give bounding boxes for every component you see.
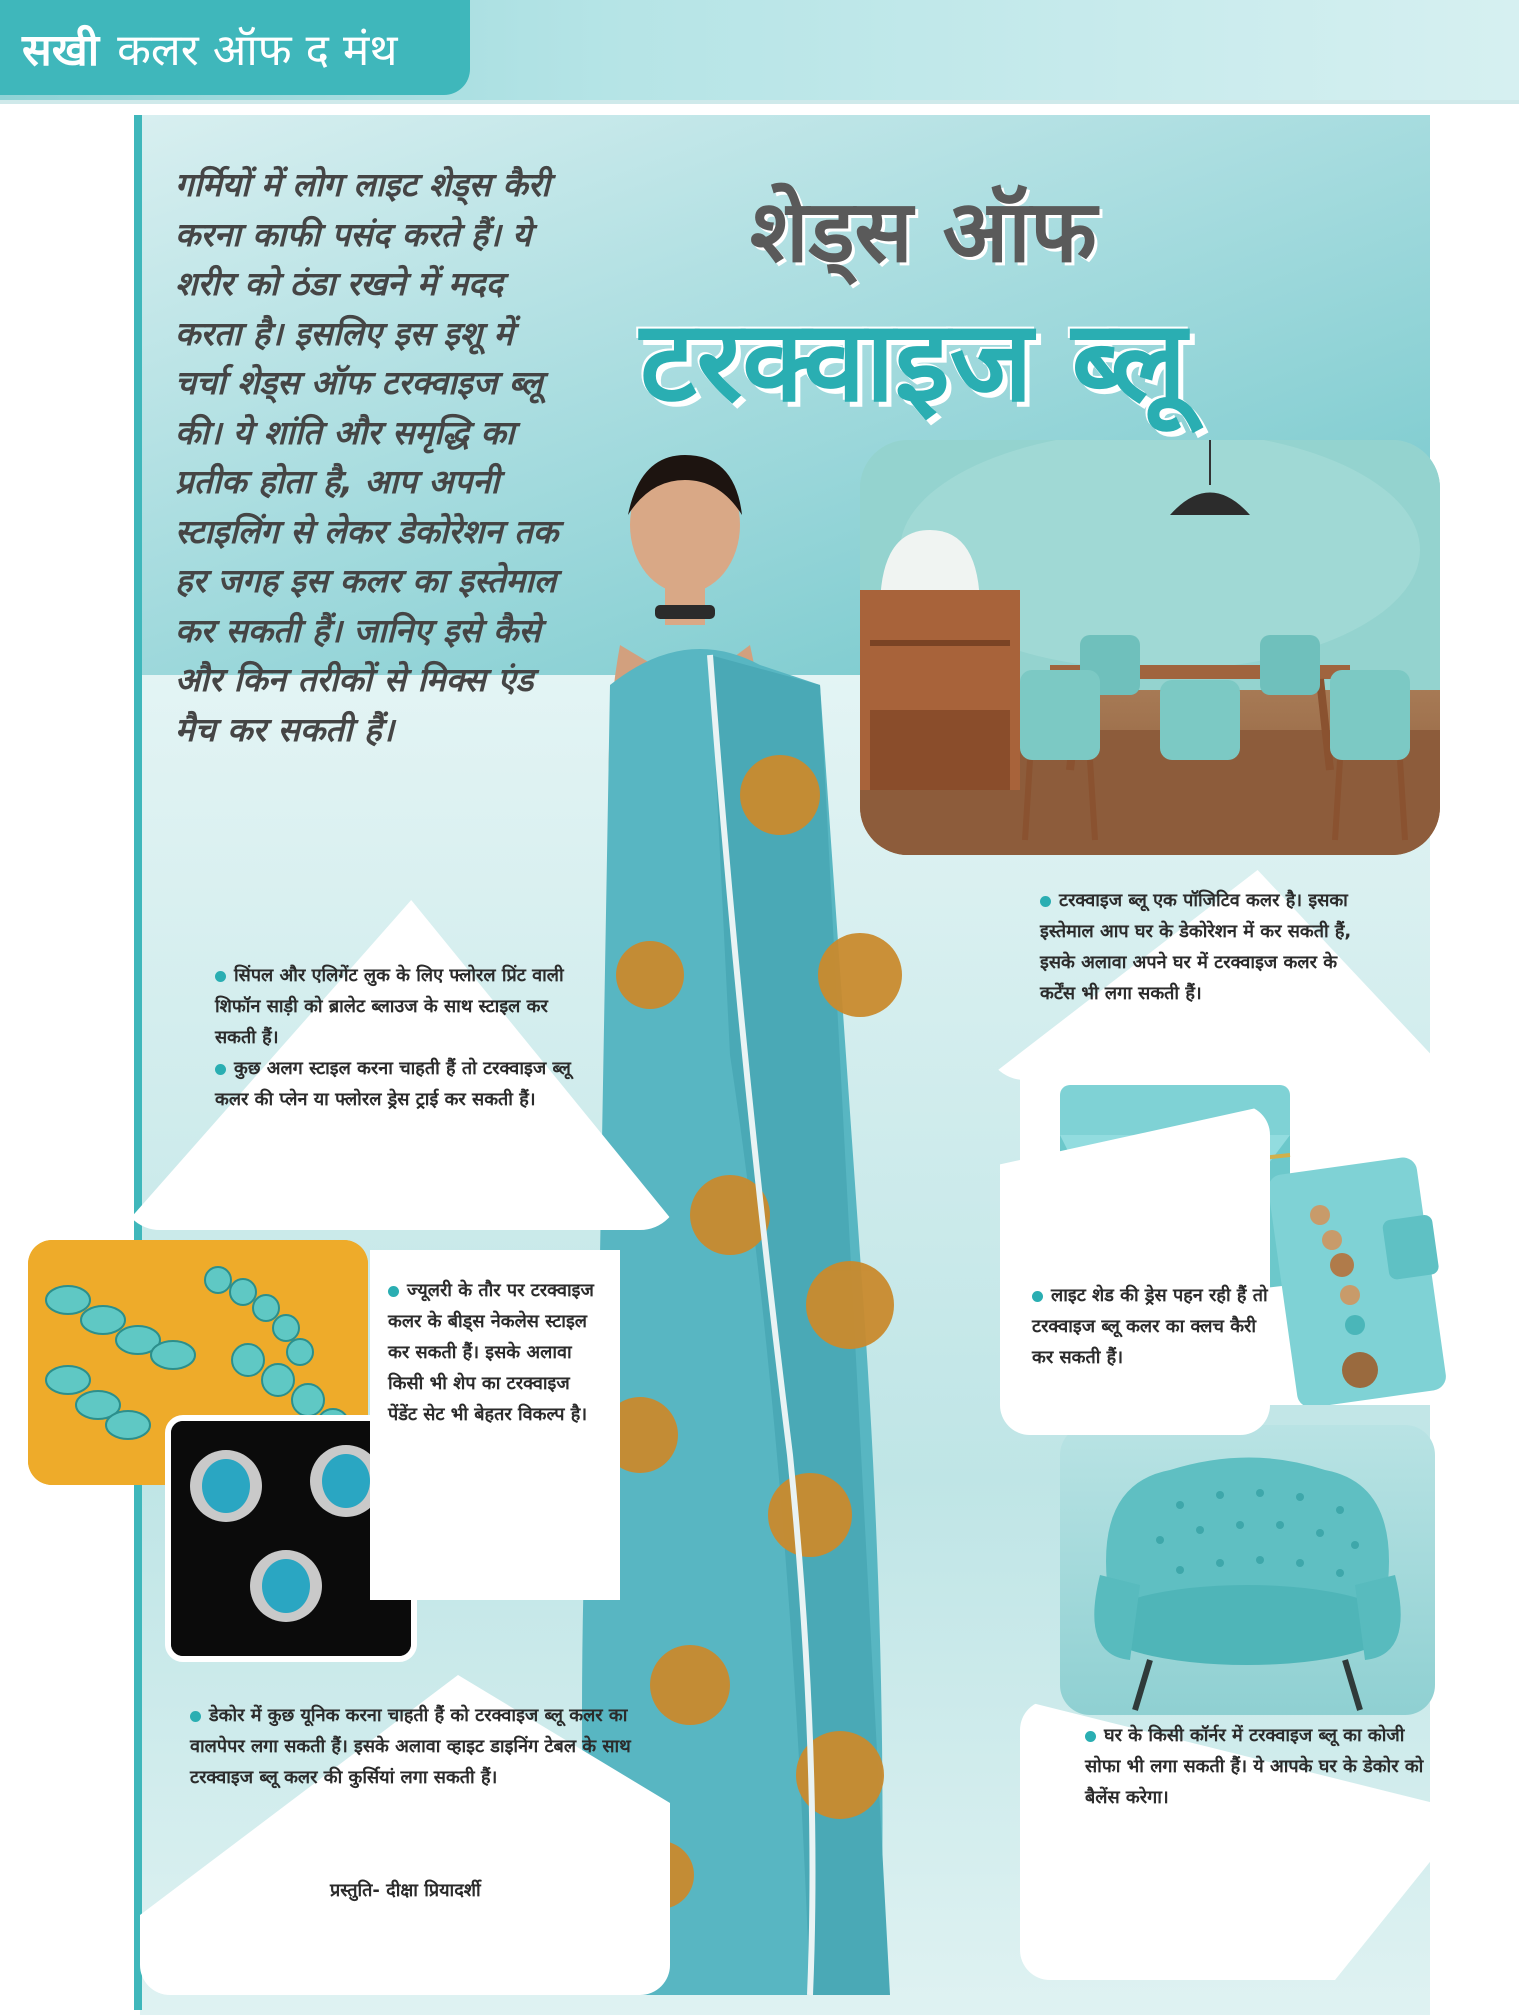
tip-clutch (1032, 1280, 1272, 1373)
headline-line-2: टरक्वाइज ब्लू (640, 297, 1187, 427)
section-label (22, 18, 397, 78)
tip-clutch-text: लाइट शेड की ड्रेस पहन रही हैं तो टरक्वाइज ब्लू कलर का क्लच कैरी कर सकती हैं। (1032, 1285, 1268, 1368)
tip-saree-2-text: कुछ अलग स्टाइल करना चाहती हैं तो टरक्वाइज ब्लू कलर की प्लेन या फ्लोरल ड्रेस ट्राई कर सकती हैं। (215, 1058, 571, 1110)
tip-room (1040, 885, 1370, 1009)
tip-jewelry-text: ज्यूलरी के तौर पर टरक्वाइज कलर के बीड्स नेकलेस स्टाइल कर सकती हैं। इसके अलावा किसी भी शेप का टरक्वाइज पेंडेंट सेट भी बेहतर विकल्प है। (388, 1280, 594, 1425)
armchair-photo (1060, 1425, 1435, 1715)
author-credit: प्रस्तुति- दीक्षा प्रियादर्शी (330, 1880, 481, 1901)
tip-saree-1-text: सिंपल और एलिगेंट लुक के लिए फ्लोरल प्रिंट वाली शिफॉन साड़ी को ब्रालेट ब्लाउज के साथ स्टाइल कर सकती हैं। (215, 965, 564, 1048)
tip-sofa-text: घर के किसी कॉर्नर में टरक्वाइज ब्लू का कोजी सोफा भी लगा सकती हैं। ये आपके घर के डेकोर को बैलेंस करेगा। (1085, 1725, 1424, 1808)
tip-saree-text (215, 960, 575, 1115)
bullet-icon (1032, 1291, 1043, 1302)
bullet-icon (1085, 1731, 1096, 1742)
bullet-icon (215, 971, 226, 982)
headline-line-1: शेड्स ऑफ (750, 182, 1097, 282)
bullet-icon (215, 1064, 226, 1075)
tip-wallpaper (190, 1700, 640, 1793)
tip-saree-2 (215, 1053, 575, 1115)
tip-sofa (1085, 1720, 1425, 1813)
section-subtitle: कलर ऑफ द मंथ (117, 25, 398, 76)
section-name: सखी (22, 25, 100, 76)
tip-room-text: टरक्वाइज ब्लू एक पॉजिटिव कलर है। इसका इस्तेमाल आप घर के डेकोरेशन में कर सकती हैं, इसके अलावा अपने घर में टरक्वाइज कलर के कर्टेंस भी लगा सकती हैं। (1040, 890, 1352, 1004)
header-divider (0, 100, 1519, 104)
frame-border (134, 115, 142, 2010)
tip-wallpaper-text: डेकोर में कुछ यूनिक करना चाहती हैं को टरक्वाइज ब्लू कलर का वालपेपर लगा सकती हैं। इसके अलावा व्हाइट डाइनिंग टेबल के साथ टरक्वाइज ब्लू कलर की कुर्सियां लगा सकती हैं। (190, 1705, 631, 1788)
intro-paragraph: गर्मियों में लोग लाइट शेड्स कैरी करना काफी पसंद करते हैं। ये शरीर को ठंडा रखने में मदद करता है। इसलिए इस इशू में चर्चा शेड्स ऑफ टरक्वाइज ब्लू की। ये शांति और समृद्धि का प्रतीक होता है, आप अपनी स्टाइलिंग से लेकर डेकोरेशन तक हर जगह इस कलर का इस्तेमाल कर सकती हैं। जानिए इसे कैसे और किन तरीकों से मिक्स एंड मैच कर सकती हैं। (175, 165, 559, 749)
tip-saree-1 (215, 960, 575, 1053)
bullet-icon (190, 1711, 201, 1722)
bullet-icon (1040, 896, 1051, 907)
tip-jewelry (388, 1275, 598, 1430)
bullet-icon (388, 1286, 399, 1297)
